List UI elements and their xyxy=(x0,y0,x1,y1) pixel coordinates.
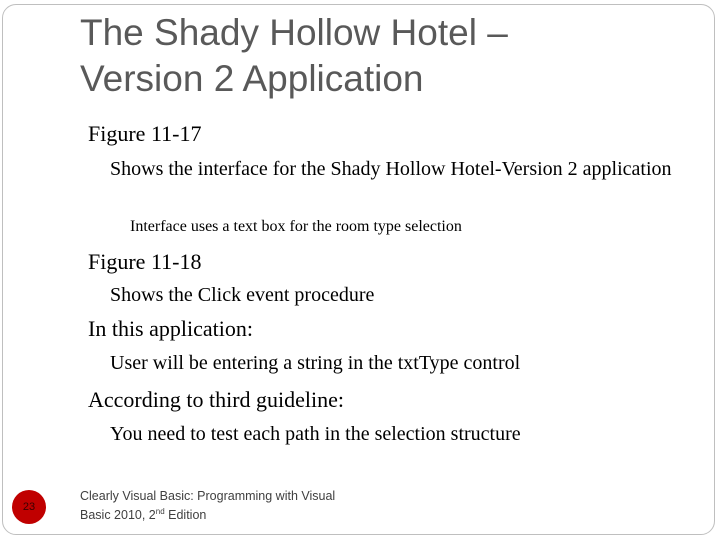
bullet-text: Figure 11-17 xyxy=(88,121,202,146)
bullet-item xyxy=(107,281,374,309)
footer-superscript: nd xyxy=(155,507,165,516)
bullet-item xyxy=(85,316,253,342)
footer-line-2-prefix: Basic 2010, 2 xyxy=(80,508,156,523)
bullet-text: Shows the interface for the Shady Hollow Hotel-Version 2 application xyxy=(110,158,672,180)
title-line-2: Version 2 Application xyxy=(80,58,424,99)
title-line-1: The Shady Hollow Hotel – xyxy=(80,12,508,53)
bullet-text: In this application: xyxy=(88,316,253,341)
bullet-item xyxy=(107,349,520,377)
bullet-item xyxy=(107,420,521,448)
bullet-text: Shows the Click event procedure xyxy=(110,284,375,306)
footer-line-1: Clearly Visual Basic: Programming with Visual xyxy=(80,489,336,503)
bullet-item xyxy=(107,155,697,183)
bullet-text: Interface uses a text box for the room type selection xyxy=(130,218,462,235)
bullet-item xyxy=(85,249,201,275)
bullet-text: You need to test each path in the selection structure xyxy=(110,423,521,445)
bullet-text: User will be entering a string in the txtType control xyxy=(110,352,521,374)
footer-citation xyxy=(80,488,400,523)
bullet-text: Figure 11-18 xyxy=(88,249,202,274)
page-number: 23 xyxy=(22,501,36,513)
footer-line-2 xyxy=(80,504,400,523)
bullet-item xyxy=(85,387,344,413)
bullet-item xyxy=(85,121,201,147)
page-number-badge xyxy=(12,490,46,524)
bullet-text: According to third guideline: xyxy=(88,387,344,412)
bullet-item xyxy=(128,217,462,237)
footer-line-2-suffix: Edition xyxy=(164,508,207,523)
